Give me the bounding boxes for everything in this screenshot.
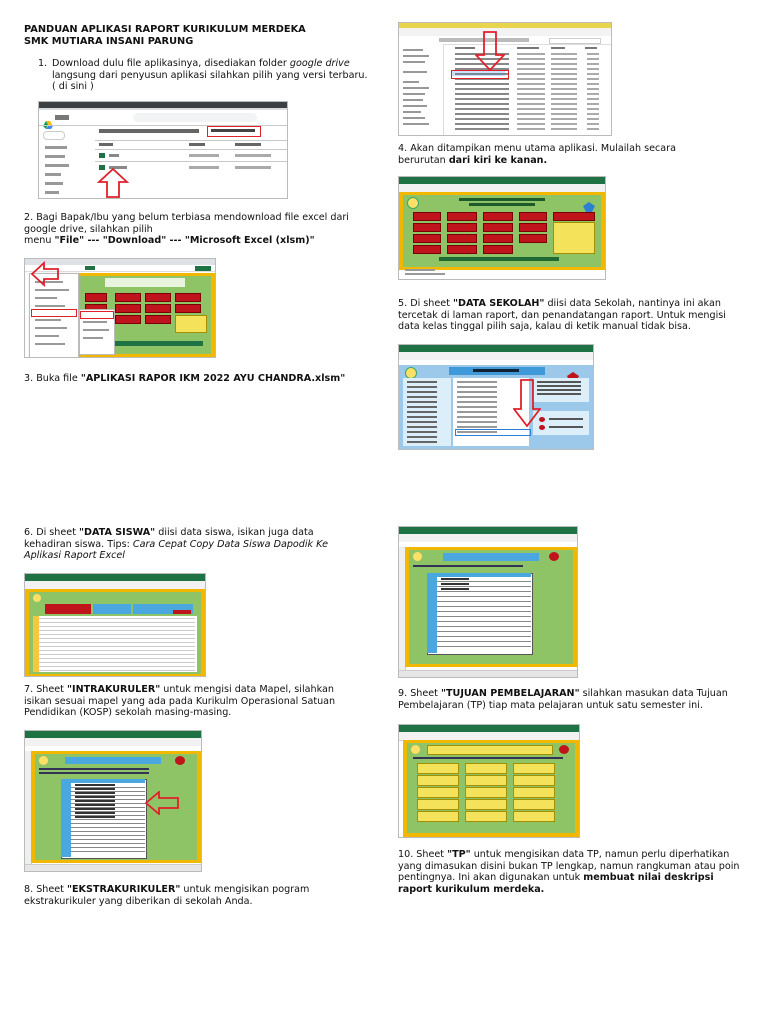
step-7-prefix: 7. Sheet — [24, 684, 67, 695]
step-2-text — [24, 212, 364, 247]
step-1-text — [38, 58, 368, 93]
screenshot-file-explorer — [398, 22, 612, 136]
red-arrow-down-icon — [513, 379, 541, 427]
step-4-text — [398, 143, 718, 166]
step-6-tips-italic[interactable]: Cara Cepat Copy Data Siswa Dapodik Ke Aplikasi Raport Excel — [24, 538, 329, 562]
screenshot-download-menu — [24, 258, 216, 358]
screenshot-data-siswa — [24, 573, 206, 677]
screenshot-ekstrakurikuler — [398, 526, 578, 678]
page-title — [24, 24, 306, 47]
step-7-body: untuk mengisi data Mapel, silahkan isikan sesuai mapel yang ada pada Kurikulm Operasional Satuan Pendidikan (KOSP) sekolah masing-masing. — [24, 684, 336, 719]
drive-search-box — [133, 113, 257, 122]
step-3-text — [24, 373, 364, 385]
highlight-file-row — [451, 70, 509, 79]
step-8-body: untuk mengisikan pogram ekstrakurikuler yang diberikan di sekolah Anda. — [24, 884, 310, 907]
step-8-text — [24, 884, 350, 907]
step-3-prefix: 3. Buka file — [24, 373, 81, 384]
garuda-emblem-icon — [583, 197, 595, 207]
step-7-bold: "INTRAKURULER" — [67, 684, 161, 695]
step-2-line-1: 2. Bagi Bapak/Ibu yang belum terbiasa mendownload file excel dari google drive, silahkan pilih — [24, 212, 349, 235]
step-4-bold: dari kiri ke kanan. — [448, 154, 548, 166]
red-arrow-down-icon — [475, 31, 505, 71]
screenshot-main-menu — [398, 176, 606, 280]
step-6-bold: "DATA SISWA" — [79, 527, 156, 538]
title-line-1: PANDUAN APLIKASI RAPORT KURIKULUM MERDEKA — [24, 24, 306, 35]
step-1-italic: google drive — [289, 58, 350, 69]
step-8-prefix: 8. Sheet — [24, 884, 67, 895]
step-6-body: diisi data siswa, isikan juga data kehadiran siswa. Tips: — [24, 527, 314, 550]
step-1-number: 1. — [38, 58, 48, 69]
red-arrow-left-icon — [31, 261, 59, 287]
step-1-part-b: langsung dari penyusun aplikasi silahkan pilih yang versi terbaru. ( di sini ) — [52, 69, 368, 93]
screenshot-tujuan-pembelajaran — [398, 724, 580, 838]
step-10-bold-end: membuat nilai deskripsi raport kurikulum merdeka. — [398, 872, 714, 895]
step-3-bold: "APLIKASI RAPOR IKM 2022 AYU CHANDRA.xlsm" — [80, 373, 346, 384]
step-10-prefix: 10. Sheet — [398, 849, 448, 860]
step-2-prefix: menu — [24, 235, 55, 247]
step-9-body: silahkan masukan data Tujuan Pembelajaran (TP) tiap mata pelajaran untuk satu semester ini. — [398, 688, 728, 711]
step-9-bold: "TUJUAN PEMBELAJARAN" — [441, 688, 580, 699]
step-10-body: untuk mengisikan data TP, namun perlu diperhatikan yang dimasukan disini bukan TP lengkap, namun rangkuman atau poin pentingnya. Ini akan digunakan untuk — [398, 849, 740, 884]
step-1-part-a: Download dulu file aplikasinya, disediakan folder — [52, 58, 290, 69]
step-5-prefix: 5. Di sheet — [398, 298, 454, 309]
drive-logo-icon — [43, 114, 53, 122]
red-arrow-up-icon — [97, 168, 129, 198]
step-10-bold: "TP" — [447, 849, 471, 860]
step-5-text — [398, 298, 740, 333]
step-2-bold: "File" --- "Download" --- "Microsoft Excel (xlsm)" — [54, 235, 315, 247]
step-6-text — [24, 527, 350, 562]
title-line-2: SMK MUTIARA INSANI PARUNG — [24, 35, 194, 47]
step-6-prefix: 6. Di sheet — [24, 527, 80, 538]
step-5-body: diisi data Sekolah, nantinya ini akan tercetak di laman raport, dan penandatangan raport. Untuk mengisi data kelas tinggal pilih saja, kalau di ketik manual tidak bisa. — [398, 298, 726, 333]
step-10-text — [398, 849, 744, 895]
screenshot-google-drive — [38, 101, 288, 199]
step-4-body: 4. Akan ditampikan menu utama aplikasi. Mulailah secara berurutan — [398, 143, 676, 166]
step-5-bold: "DATA SEKOLAH" — [453, 298, 545, 309]
step-7-text — [24, 684, 350, 719]
step-9-prefix: 9. Sheet — [398, 688, 441, 699]
school-logo-icon — [407, 197, 419, 209]
red-arrow-left-icon — [145, 791, 179, 815]
step-8-bold: "EKSTRAKURIKULER" — [67, 884, 181, 895]
garuda-emblem-icon — [567, 367, 579, 377]
step-9-text — [398, 688, 742, 711]
screenshot-data-sekolah — [398, 344, 594, 450]
screenshot-intrakurikuler — [24, 730, 202, 872]
